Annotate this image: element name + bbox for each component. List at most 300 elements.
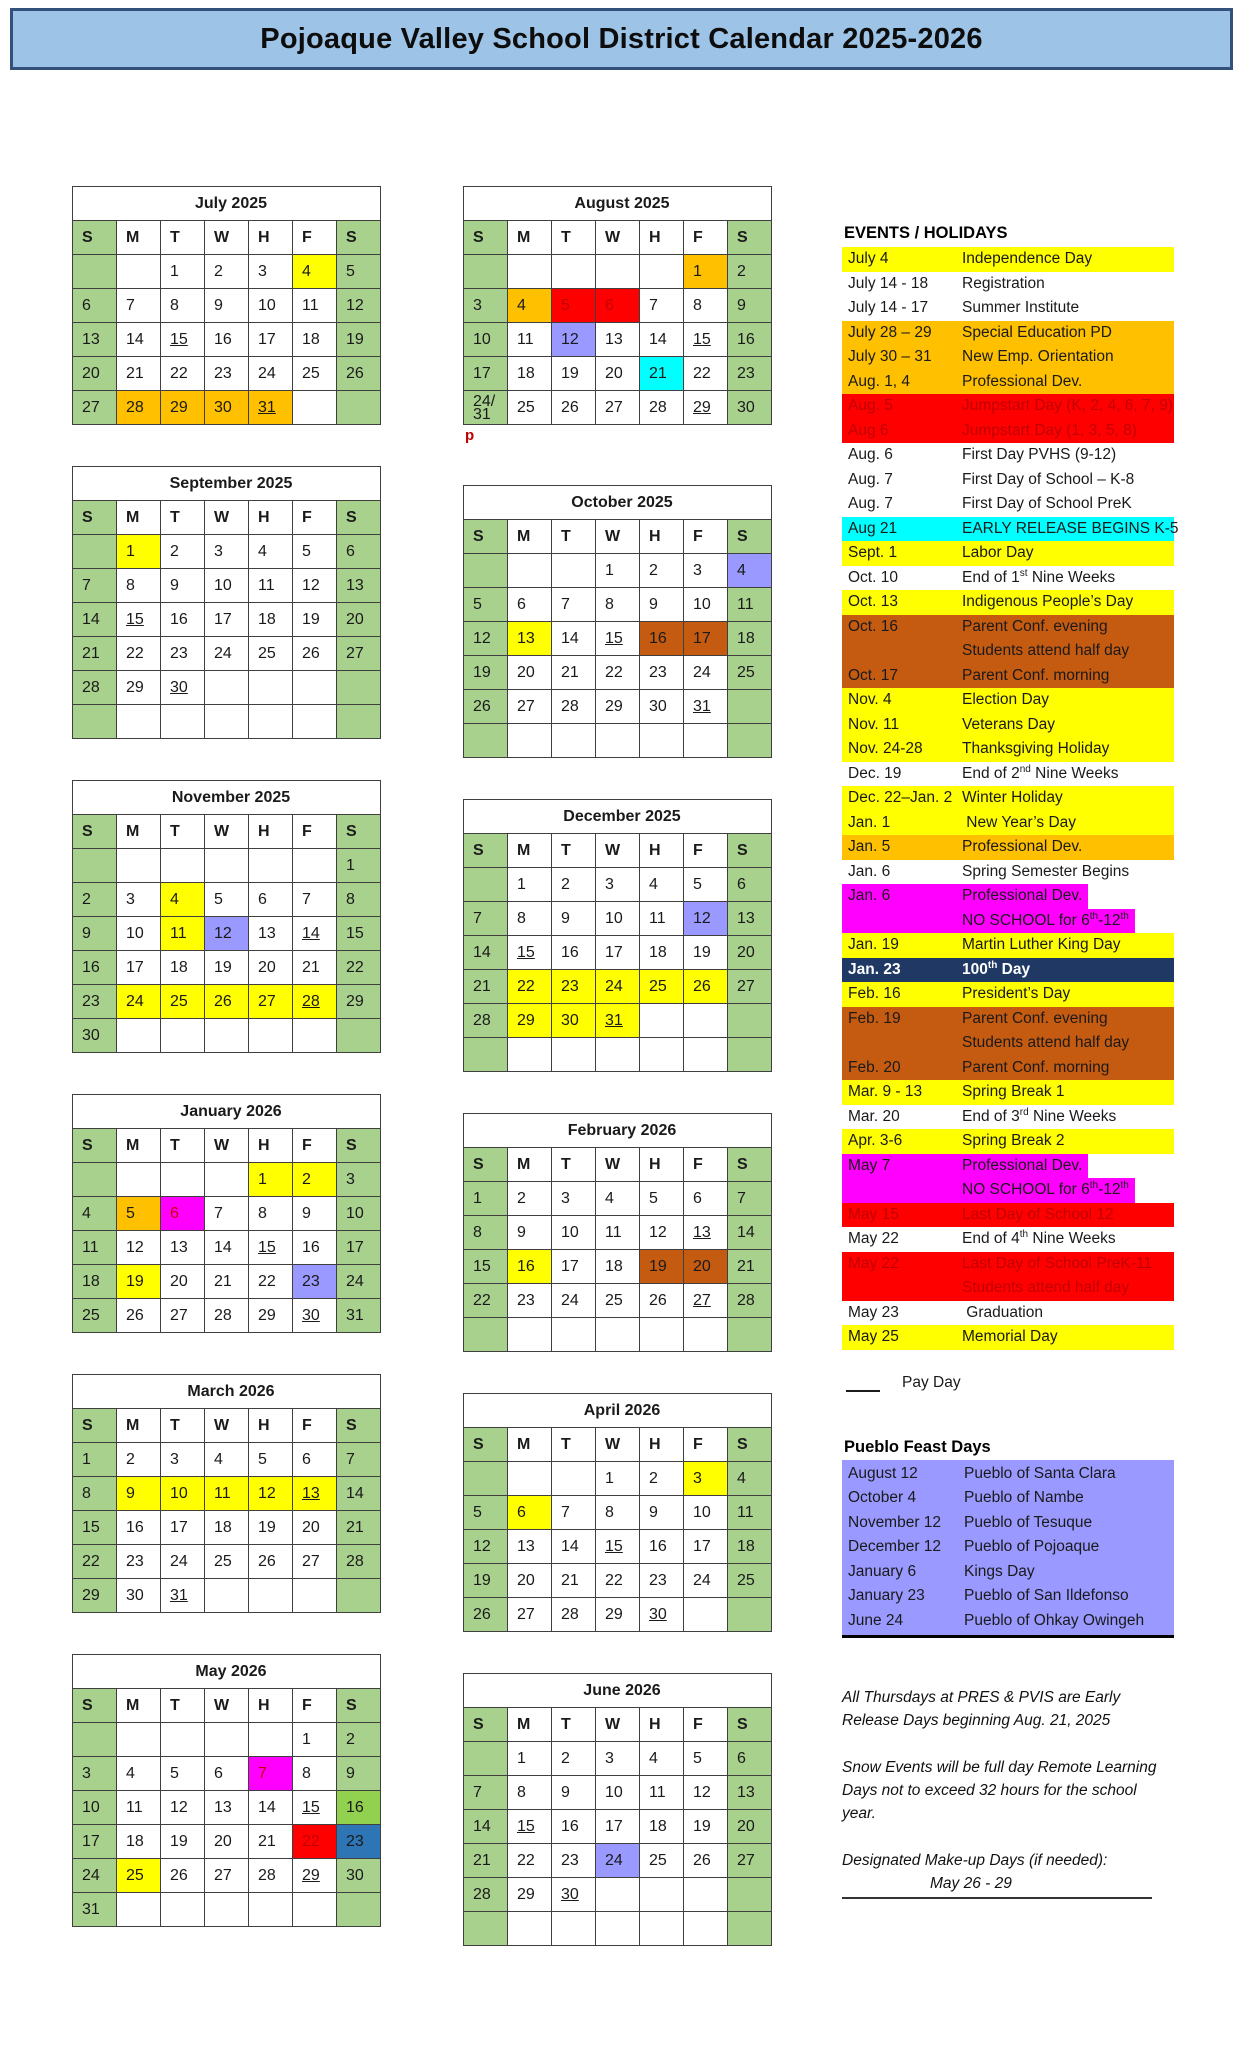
day-number: 7 (214, 1204, 223, 1222)
day-cell (508, 1004, 552, 1038)
empty-cell (728, 1038, 772, 1072)
day-number: 24 (258, 364, 276, 382)
weekday-header: W (596, 221, 640, 255)
day-cell (728, 656, 772, 690)
month-calendar (72, 1654, 381, 1927)
day-number: 23 (517, 1291, 535, 1309)
event-row (842, 884, 1174, 909)
day-cell (337, 1859, 381, 1893)
day-number: 20 (737, 1817, 755, 1835)
day-number: 5 (258, 1450, 267, 1468)
weekday-header: M (117, 1689, 161, 1723)
event-date: Feb. 16 (848, 985, 901, 1002)
event-label: 100th Day (962, 959, 1031, 978)
event-row-inner (842, 1154, 1088, 1179)
empty-cell (73, 535, 117, 569)
day-cell (249, 323, 293, 357)
weekday-header: W (205, 815, 249, 849)
day-number: 30 (649, 697, 667, 715)
event-date (842, 1276, 962, 1301)
bottom-rule (842, 1897, 1152, 1899)
event-label: Professional Dev. (962, 838, 1083, 855)
weekday-header: S (464, 1428, 508, 1462)
day-cell (552, 1182, 596, 1216)
day-cell (552, 690, 596, 724)
day-number: 1 (473, 1189, 482, 1207)
month-calendar (72, 1094, 381, 1333)
day-number: 3 (693, 561, 702, 579)
day-number: 26 (126, 1306, 144, 1324)
day-cell (464, 1844, 508, 1878)
day-number: 9 (737, 296, 746, 314)
day-number: 14 (302, 924, 320, 942)
day-number: 21 (214, 1272, 232, 1290)
empty-cell (73, 705, 117, 739)
day-cell (508, 357, 552, 391)
day-cell (117, 1511, 161, 1545)
day-number: 13 (605, 330, 623, 348)
day-cell (337, 1511, 381, 1545)
weekday-header: S (337, 221, 381, 255)
day-number: 25 (258, 644, 276, 662)
event-row-inner (842, 1252, 1158, 1277)
day-number: 16 (302, 1238, 320, 1256)
empty-cell (205, 1723, 249, 1757)
empty-cell (508, 1462, 552, 1496)
day-cell (337, 1791, 381, 1825)
event-label: First Day of School PreK (962, 495, 1132, 512)
pueblo-date: January 23 (848, 1587, 925, 1604)
day-cell (73, 1825, 117, 1859)
day-number: 21 (473, 977, 491, 995)
event-row (842, 762, 1174, 787)
day-cell (640, 1598, 684, 1632)
day-number: 16 (170, 610, 188, 628)
day-cell (161, 917, 205, 951)
month-table (72, 186, 381, 425)
day-cell (552, 868, 596, 902)
day-cell (161, 985, 205, 1019)
event-row-inner (842, 1325, 1064, 1350)
event-date: May 22 (848, 1254, 899, 1272)
day-cell (337, 1443, 381, 1477)
day-cell (596, 902, 640, 936)
day-number: 27 (517, 697, 535, 715)
day-number: 1 (302, 1730, 311, 1748)
day-number: 8 (170, 296, 179, 314)
event-row-inner (842, 1105, 1122, 1130)
pueblo-feast-days-list (842, 1460, 1174, 1639)
event-row (842, 566, 1174, 591)
day-number: 2 (561, 875, 570, 893)
day-cell (117, 569, 161, 603)
day-cell (684, 868, 728, 902)
day-number: 8 (605, 595, 614, 613)
day-number: 9 (649, 595, 658, 613)
month-table (463, 1393, 772, 1632)
empty-cell (684, 1038, 728, 1072)
day-number: 3 (82, 1764, 91, 1782)
day-number: 28 (649, 398, 667, 416)
pueblo-label: Pueblo of Tesuque (964, 1513, 1093, 1531)
day-cell (596, 1844, 640, 1878)
day-cell (249, 1511, 293, 1545)
day-cell (161, 1859, 205, 1893)
day-cell (508, 1496, 552, 1530)
empty-cell (464, 1462, 508, 1496)
weekday-header: W (205, 221, 249, 255)
weekday-header: M (117, 815, 161, 849)
day-number: 13 (258, 924, 276, 942)
day-number: 15 (258, 1238, 276, 1256)
day-number: 9 (517, 1223, 526, 1241)
day-cell (728, 255, 772, 289)
empty-cell (293, 1893, 337, 1927)
day-number: 18 (649, 1817, 667, 1835)
day-number: 19 (649, 1257, 667, 1275)
empty-cell (161, 849, 205, 883)
weekday-header: S (73, 1409, 117, 1443)
day-cell (640, 936, 684, 970)
event-label: Parent Conf. evening (962, 1009, 1108, 1027)
day-number: 23 (346, 1832, 364, 1850)
day-number: 12 (693, 909, 711, 927)
day-cell (552, 1004, 596, 1038)
empty-cell (337, 1019, 381, 1053)
event-label: Election Day (962, 691, 1050, 708)
day-number: 27 (693, 1291, 711, 1309)
day-cell (337, 1197, 381, 1231)
pueblo-date: November 12 (848, 1513, 942, 1531)
event-row (842, 688, 1174, 713)
weekday-header: W (205, 1129, 249, 1163)
empty-cell (728, 690, 772, 724)
event-label: Parent Conf. morning (962, 666, 1110, 684)
weekday-header: S (464, 1708, 508, 1742)
empty-cell (552, 1318, 596, 1352)
day-cell (205, 391, 249, 425)
day-cell (337, 985, 381, 1019)
day-number: 11 (737, 1503, 754, 1521)
weekday-header: T (161, 815, 205, 849)
weekday-header: F (684, 1148, 728, 1182)
day-number: 21 (82, 644, 100, 662)
day-cell (596, 690, 640, 724)
empty-cell (640, 1038, 684, 1072)
empty-cell (205, 1163, 249, 1197)
day-cell (640, 1182, 684, 1216)
day-cell (249, 1757, 293, 1791)
weekday-header: T (552, 834, 596, 868)
day-cell (205, 1545, 249, 1579)
day-number: 10 (693, 1503, 711, 1521)
day-cell (205, 1231, 249, 1265)
day-cell (508, 1810, 552, 1844)
pueblo-date: October 4 (848, 1489, 917, 1506)
weekday-header: S (73, 221, 117, 255)
day-number: 29 (258, 1306, 276, 1324)
day-cell (73, 951, 117, 985)
weekday-header: M (508, 221, 552, 255)
day-number: 5 (649, 1189, 658, 1207)
day-number: 8 (82, 1484, 91, 1502)
event-row-inner (842, 860, 1135, 885)
empty-cell (684, 1318, 728, 1352)
day-number: 27 (258, 992, 276, 1010)
day-cell (73, 637, 117, 671)
day-cell (117, 323, 161, 357)
day-number: 12 (693, 1783, 711, 1801)
day-number: 18 (214, 1518, 232, 1536)
empty-cell (640, 1318, 684, 1352)
event-date: Oct. 13 (848, 593, 898, 610)
day-number: 20 (302, 1518, 320, 1536)
empty-cell (508, 1912, 552, 1946)
day-cell (464, 357, 508, 391)
event-date: Nov. 24-28 (848, 740, 923, 757)
day-cell (464, 622, 508, 656)
day-number: 4 (605, 1189, 614, 1207)
event-label: Graduation (962, 1303, 1043, 1321)
day-number: 4 (82, 1204, 91, 1222)
day-number: 19 (693, 943, 711, 961)
day-cell (73, 323, 117, 357)
day-number: 1 (170, 262, 179, 280)
day-number: 24 (693, 663, 711, 681)
day-cell (249, 1859, 293, 1893)
day-cell (73, 1859, 117, 1893)
day-cell (205, 1757, 249, 1791)
day-number: 14 (346, 1484, 364, 1502)
day-cell (464, 1598, 508, 1632)
empty-cell (293, 1019, 337, 1053)
weekday-header: T (161, 1129, 205, 1163)
day-cell (640, 1250, 684, 1284)
empty-cell (73, 1163, 117, 1197)
day-number: 30 (302, 1306, 320, 1324)
day-number: 6 (517, 595, 526, 613)
day-number: 24 (214, 644, 232, 662)
day-number: 5 (126, 1204, 135, 1222)
weekday-header: T (161, 1409, 205, 1443)
day-number: 16 (561, 943, 579, 961)
day-cell (205, 1443, 249, 1477)
day-cell (552, 1878, 596, 1912)
day-cell (249, 1791, 293, 1825)
day-number: 29 (517, 1885, 535, 1903)
day-number: 23 (214, 364, 232, 382)
day-cell (464, 1878, 508, 1912)
day-cell (684, 1216, 728, 1250)
event-row-inner (842, 517, 1185, 542)
event-row-inner (842, 1129, 1071, 1154)
day-cell (293, 1163, 337, 1197)
empty-cell (161, 705, 205, 739)
day-cell (161, 1545, 205, 1579)
day-number: 17 (82, 1832, 100, 1850)
event-row-inner (842, 272, 1051, 297)
event-row-inner (842, 345, 1120, 370)
day-number: 14 (561, 629, 579, 647)
day-number: 1 (605, 1469, 614, 1487)
event-row (842, 664, 1174, 689)
day-cell (117, 603, 161, 637)
day-number: 11 (649, 1783, 666, 1801)
day-cell (464, 1216, 508, 1250)
event-row (842, 321, 1174, 346)
day-number: 9 (561, 1783, 570, 1801)
empty-cell (640, 724, 684, 758)
day-number: 20 (517, 1571, 535, 1589)
day-number: 7 (561, 1503, 570, 1521)
day-number: 12 (126, 1238, 144, 1256)
empty-cell (552, 1912, 596, 1946)
day-number: 30 (649, 1605, 667, 1623)
day-cell (464, 1182, 508, 1216)
day-number: 7 (302, 890, 311, 908)
events-sidebar (842, 186, 1179, 1899)
weekday-header: T (552, 1708, 596, 1742)
day-cell (596, 1250, 640, 1284)
day-cell (161, 1299, 205, 1333)
day-number: 20 (214, 1832, 232, 1850)
empty-cell (249, 1723, 293, 1757)
day-cell (596, 357, 640, 391)
empty-cell (249, 671, 293, 705)
day-number: 13 (737, 909, 755, 927)
day-cell (728, 1530, 772, 1564)
day-number: 28 (561, 1605, 579, 1623)
day-cell (684, 1776, 728, 1810)
day-number: 24 (561, 1291, 579, 1309)
event-row (842, 933, 1174, 958)
day-number: 19 (561, 364, 579, 382)
day-cell (552, 622, 596, 656)
day-cell (337, 1299, 381, 1333)
event-label: Registration (962, 274, 1045, 292)
weekday-header: F (293, 815, 337, 849)
event-row (842, 1203, 1174, 1228)
day-cell (249, 1231, 293, 1265)
event-date: Mar. 9 - 13 (848, 1083, 923, 1100)
event-date: May 7 (848, 1156, 891, 1174)
event-date: July 28 – 29 (848, 323, 932, 341)
event-row (842, 517, 1179, 542)
day-number: 27 (737, 1851, 755, 1869)
day-number: 16 (517, 1257, 535, 1275)
day-cell (552, 1810, 596, 1844)
event-row-inner (842, 1227, 1122, 1252)
day-cell (684, 1496, 728, 1530)
weekday-header: S (73, 815, 117, 849)
day-number: 2 (737, 262, 746, 280)
day-number: 31 (693, 697, 711, 715)
day-number: 12 (561, 330, 579, 348)
day-cell (293, 1859, 337, 1893)
day-cell (249, 1825, 293, 1859)
event-date: Dec. 22–Jan. 2 (848, 789, 953, 806)
weekday-header: S (73, 1689, 117, 1723)
day-cell (117, 671, 161, 705)
event-row (842, 1031, 1174, 1056)
day-cell (73, 1265, 117, 1299)
day-cell (464, 1496, 508, 1530)
day-cell (205, 951, 249, 985)
note-makeup-days-line2: May 26 - 29 (930, 1875, 1012, 1892)
day-number: 18 (737, 1537, 755, 1555)
day-cell (73, 1443, 117, 1477)
note-early-release: All Thursdays at PRES & PVIS are Early Release Days beginning Aug. 21, 2025 (842, 1689, 1121, 1729)
day-number: 27 (605, 398, 623, 416)
event-date: Dec. 19 (848, 764, 902, 782)
day-number: 28 (82, 678, 100, 696)
day-number: 27 (302, 1552, 320, 1570)
pueblo-row (842, 1609, 1174, 1634)
day-cell (728, 1776, 772, 1810)
day-cell (337, 323, 381, 357)
event-row-inner (842, 541, 1040, 566)
day-cell (728, 588, 772, 622)
day-number: 21 (737, 1257, 755, 1275)
empty-cell (508, 724, 552, 758)
day-cell (249, 1477, 293, 1511)
day-number: 9 (170, 576, 179, 594)
day-number: 10 (473, 330, 491, 348)
day-cell (205, 1825, 249, 1859)
day-number: 28 (126, 398, 144, 416)
weekday-header: H (640, 221, 684, 255)
day-cell (508, 323, 552, 357)
day-cell (552, 391, 596, 425)
day-number: 18 (258, 610, 276, 628)
day-number: 2 (517, 1189, 526, 1207)
day-number: 30 (126, 1586, 144, 1604)
day-number: 16 (649, 1537, 667, 1555)
day-number: 5 (473, 1503, 482, 1521)
event-label: Labor Day (962, 544, 1034, 561)
month-title: September 2025 (73, 467, 381, 501)
empty-cell (464, 255, 508, 289)
event-label: Spring Break 1 (962, 1083, 1065, 1100)
day-cell (596, 1462, 640, 1496)
month-title: December 2025 (464, 800, 772, 834)
day-cell (293, 1723, 337, 1757)
event-row-inner (842, 566, 1121, 591)
day-cell (508, 1844, 552, 1878)
empty-cell (117, 1893, 161, 1927)
weekday-header: H (249, 221, 293, 255)
day-number: 1 (693, 262, 702, 280)
event-date: Jan. 5 (848, 838, 891, 855)
event-row-inner (842, 394, 1179, 419)
day-cell (161, 357, 205, 391)
day-cell (117, 1299, 161, 1333)
weekday-header: F (293, 1689, 337, 1723)
day-cell (73, 985, 117, 1019)
event-date: Aug 21 (848, 519, 898, 537)
day-number: 22 (170, 364, 188, 382)
day-number: 1 (82, 1450, 91, 1468)
day-cell (293, 1299, 337, 1333)
empty-cell (249, 1019, 293, 1053)
month-table (72, 1094, 381, 1333)
empty-cell (684, 1598, 728, 1632)
event-date: Aug. 5 (848, 397, 893, 414)
event-date: May 23 (848, 1303, 899, 1321)
weekday-header: T (552, 1148, 596, 1182)
weekday-header: F (684, 520, 728, 554)
day-number: 12 (649, 1223, 667, 1241)
